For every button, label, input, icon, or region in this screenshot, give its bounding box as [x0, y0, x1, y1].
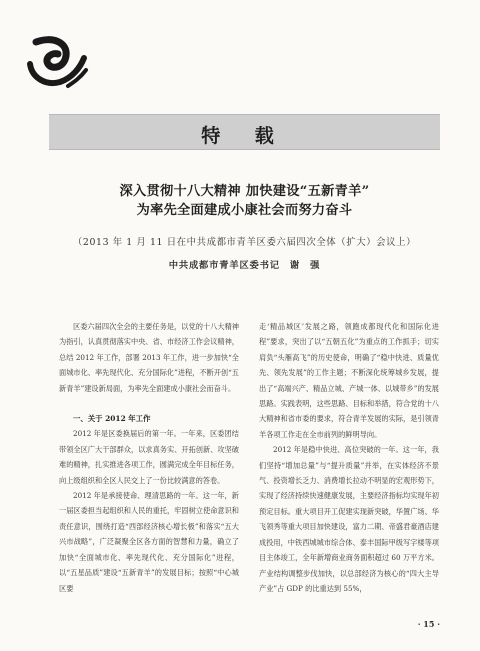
article-title-line2: 为率先全面建成小康社会而努力奋斗: [136, 203, 353, 218]
left-column: [59, 319, 239, 596]
article-title-line1: 深入贯彻十八大精神 加快建设“五新青羊”: [119, 184, 370, 199]
section-heading: 一、关于 2012 年工作: [73, 414, 151, 424]
publication-logo: [22, 34, 92, 92]
page-number: · 15 ·: [417, 619, 440, 629]
paragraph: 2012 年是区委换届后的第一年。一年来，区委团结带领全区广大干部群众，以求真务实、开拓创新、攻坚破难的精神，扎实推进各项工作，圆满完成全年目标任务，向上级组织和全区人民交上了一份比较满意的答卷。: [59, 429, 239, 485]
section-banner: [49, 114, 440, 150]
article-author: 中共成都市青羊区委书记 谢 强: [168, 260, 321, 271]
paragraph: 区委六届四次全会的主要任务是，以党的十八大精神为指引，认真贯彻落实中央、省、市经济工作会议精神，总结 2012 年工作，部署 2013 年工作，进一步加快“全面城市化、率先现代化、充分国际化”进程，不断开创“五新青羊”建设新局面，为率先全面建成小康社会而奋斗。: [59, 322, 239, 393]
paragraph: 走‘精品城区’发展之路，领跑成都现代化和国际化进程”要求，突出了以“五朝五化”为重点的工作抓手；切实肩负“头雁高飞”的历史使命，明确了“稳中快进、质量优先、领先发展”的工作主题；不断深化统筹城乡发展，提出了“高端兴产、精品立城、产城一体、以城带乡”的发展思路。实践表明，这些思路、目标和举措，符合党的十八大精神和省市委的要求，符合青羊发展的实际，是引领青羊各项工作走在全市前列的鲜明导向。: [259, 322, 439, 439]
paragraph: 2012 年是承接使命、理清思路的一年。这一年，新一届区委担当起组织和人民的重托，牢固树立使命意识和责任意识，围绕打造“西部经济核心增长极”和落实“五大兴市战略”，广泛凝聚全区各方面的智慧和力量，确立了加快“全面城市化、率先现代化、充分国际化”进程，以“五星品质”建设“五新青羊”的发展目标；按照“中心城区要: [59, 491, 239, 593]
section-title: 特 载: [201, 125, 288, 147]
article-subtitle: （2013 年 1 月 11 日在中共成都市青羊区委六届四次全体（扩大）会议上）: [72, 237, 417, 248]
paragraph: 2012 年是稳中快进、高位突破的一年。这一年，我们坚持“增加总量”与“提升质量”并举，在实体经济不景气、投资增长乏力、消费增长拉动不明显的宏观形势下，实现了经济持续快速健康发展，主要经济指标均实现年初预定目标。重大项目开工促建实现新突破，华置广场、华飞领秀等重大项目加快建设，富力二期、帝盛君豪酒店建成投用，中铁西城城市综合体、泰丰国际甲级写字楼等项目主体竣工，全年新增商业商务面积超过 60 万平方米。产业结构调整步伐加快，以总部经济为核心的“四大主导产业”占 GDP 的比重达到 55%，: [259, 445, 439, 593]
right-column: [259, 319, 439, 596]
